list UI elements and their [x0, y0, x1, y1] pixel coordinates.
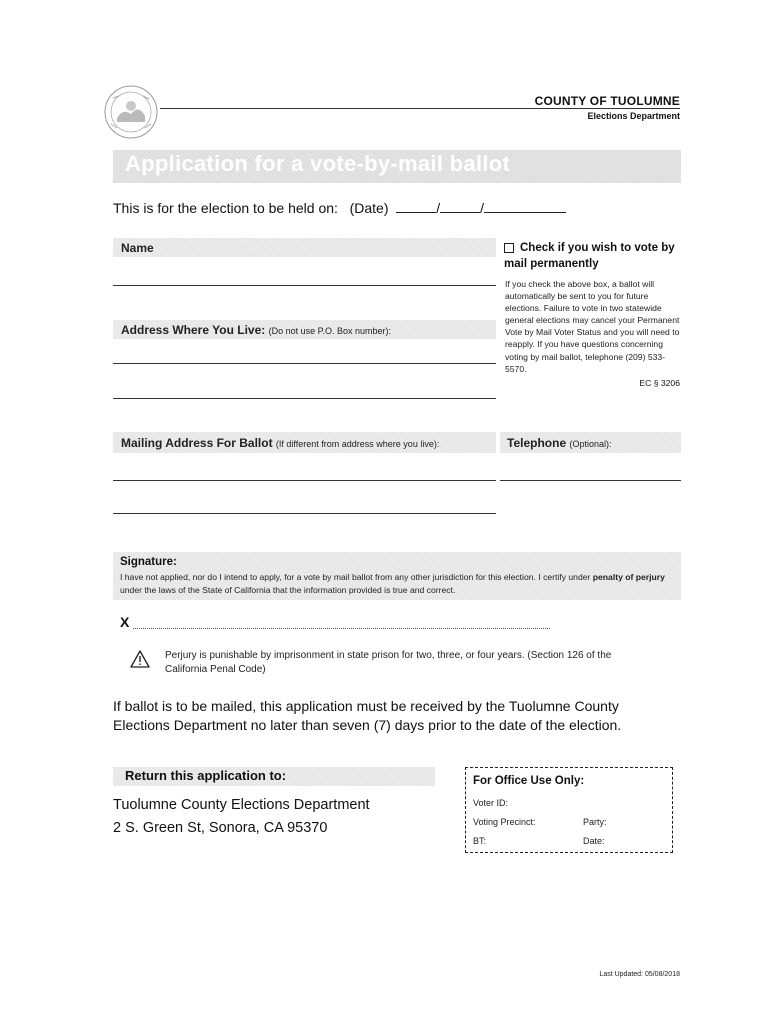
office-date-label: Date:: [583, 836, 605, 846]
signature-label: Signature:: [120, 556, 177, 568]
name-field[interactable]: [113, 285, 496, 286]
department-name: Elections Department: [587, 111, 680, 121]
address-label: [121, 323, 391, 337]
signature-field[interactable]: [133, 628, 550, 629]
date-month-field[interactable]: [396, 202, 436, 213]
name-label-box: [113, 238, 496, 257]
certification-bold-text: penalty of perjury: [592, 572, 665, 582]
mailing-label-text: Mailing Address For Ballot: [121, 436, 273, 450]
address-label-text: Address Where You Live:: [121, 323, 266, 337]
mailing-field-line-1[interactable]: [113, 480, 496, 481]
permanent-vbm-title: Check if you wish to vote by mail permanently: [504, 242, 675, 270]
mailing-label: [121, 436, 439, 450]
date-label: (Date): [349, 200, 389, 216]
party-label: Party:: [583, 817, 607, 827]
certification-text-after: under the laws of the State of California that the information provided is true and correct.: [120, 584, 456, 595]
certification-text-before: I have not applied, nor do I intend to apply, for a vote by mail ballot from any other jurisdiction for this election. I certify under: [120, 572, 591, 582]
signature-certification: [120, 571, 676, 596]
address-field-line-2[interactable]: [113, 398, 496, 399]
permanent-vbm-option: [504, 240, 684, 272]
telephone-note: (Optional):: [569, 439, 612, 449]
permanent-vbm-checkbox[interactable]: [504, 243, 514, 253]
last-updated: Last Updated: 05/08/2018: [599, 971, 680, 978]
mailing-field-line-2[interactable]: [113, 513, 496, 514]
telephone-label: [507, 436, 612, 450]
return-label: Return this application to:: [125, 768, 287, 783]
date-day-field[interactable]: [440, 202, 480, 213]
telephone-label-text: Telephone: [507, 436, 567, 450]
header-rule: [160, 108, 680, 109]
form-title: Application for a vote-by-mail ballot: [125, 151, 511, 176]
address-note: (Do not use P.O. Box number):: [268, 326, 392, 336]
return-address-line-1: Tuolumne County Elections Department: [113, 797, 370, 813]
office-use-title: For Office Use Only:: [473, 775, 585, 787]
voting-precinct-label: Voting Precinct:: [473, 817, 536, 827]
permanent-vbm-description: If you check the above box, a ballot will automatically be sent to you for future elections. Failure to vote in two statewide general elections may cancel your Permanent Vote by Mail Voter Status and you will need to reapply. If you have questions concerning voting by mail ballot, telephone (209) 533-5570.: [505, 279, 680, 374]
mailing-deadline-notice: If ballot is to be mailed, this application must be received by the Tuolumne County Elections Department no later than seven (7) days prior to the date of the election.: [113, 698, 622, 733]
return-address-line-2: 2 S. Green St, Sonora, CA 95370: [113, 820, 328, 836]
telephone-field[interactable]: [500, 480, 681, 481]
county-seal-logo: [103, 84, 159, 140]
warning-triangle-icon: [130, 650, 150, 668]
signature-x-mark: X: [120, 614, 130, 630]
election-date-line: This is for the election to be held on: (Date) / /: [113, 200, 566, 216]
date-year-field[interactable]: [484, 202, 566, 213]
election-date-prompt: This is for the election to be held on:: [113, 200, 338, 216]
election-code-citation: EC § 3206: [639, 378, 680, 388]
mailing-note: (If different from address where you live):: [275, 439, 440, 449]
address-field-line-1[interactable]: [113, 363, 496, 364]
voter-id-label: Voter ID:: [473, 798, 509, 808]
county-name: COUNTY OF TUOLUMNE: [534, 94, 680, 108]
perjury-warning: Perjury is punishable by imprisonment in state prison for two, three, or four years. (Section 126 of the California Penal Code): [165, 650, 612, 675]
name-label: Name: [121, 241, 154, 255]
bt-label: BT:: [473, 836, 487, 846]
